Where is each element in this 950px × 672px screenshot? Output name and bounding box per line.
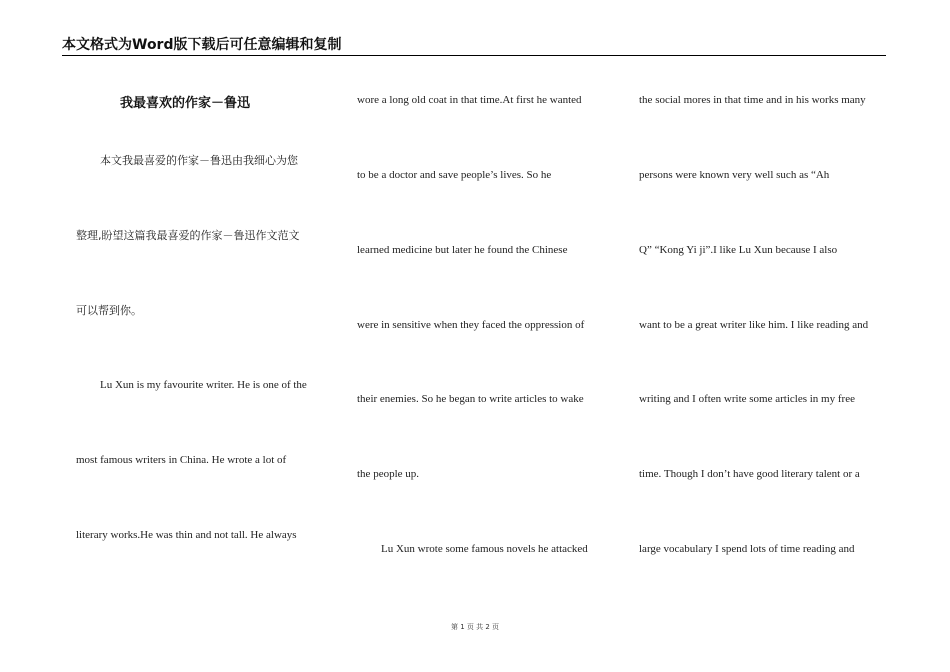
text-column-1 <box>76 0 328 600</box>
header-title: 本文格式为Word版下载后可任意编辑和复制 <box>62 37 342 53</box>
text-line: Q” “Kong Yi ji”.I like Lu Xun because I also <box>639 244 838 256</box>
text-line: time. Though I don’t have good literary talent or a <box>639 468 860 480</box>
page-footer <box>0 622 950 632</box>
text-line: 可以帮到你。 <box>76 304 142 317</box>
text-line: their enemies. So he began to write articles to wake <box>357 393 584 405</box>
text-column-3 <box>639 0 891 600</box>
text-line: persons were known very well such as “Ah <box>639 169 830 181</box>
text-line: to be a doctor and save people’s lives. So he <box>357 169 552 181</box>
text-line: the social mores in that time and in his works many <box>639 94 866 106</box>
document-title: 我最喜欢的作家－鲁迅 <box>120 96 251 111</box>
text-line: literary works.He was thin and not tall. He always <box>76 529 297 541</box>
text-column-2 <box>357 0 609 600</box>
text-line: Lu Xun wrote some famous novels he attacked <box>381 543 588 555</box>
text-line: 整理,盼望这篇我最喜爱的作家－鲁迅作文范文 <box>76 229 300 242</box>
text-line: large vocabulary I spend lots of time reading and <box>639 543 855 555</box>
text-line: 本文我最喜爱的作家－鲁迅由我细心为您 <box>100 154 298 167</box>
text-line: writing and I often write some articles in my free <box>639 393 855 405</box>
text-line: learned medicine but later he found the Chinese <box>357 244 568 256</box>
text-line: Lu Xun is my favourite writer. He is one of the <box>100 379 307 391</box>
text-line: most famous writers in China. He wrote a lot of <box>76 454 287 466</box>
text-line: were in sensitive when they faced the oppression of <box>357 319 585 331</box>
text-line: want to be a great writer like him. I like reading and <box>639 319 869 331</box>
text-line: the people up. <box>357 468 420 480</box>
text-line: wore a long old coat in that time.At first he wanted <box>357 94 582 106</box>
page-number: 第 1 页 共 2 页 <box>450 623 500 631</box>
